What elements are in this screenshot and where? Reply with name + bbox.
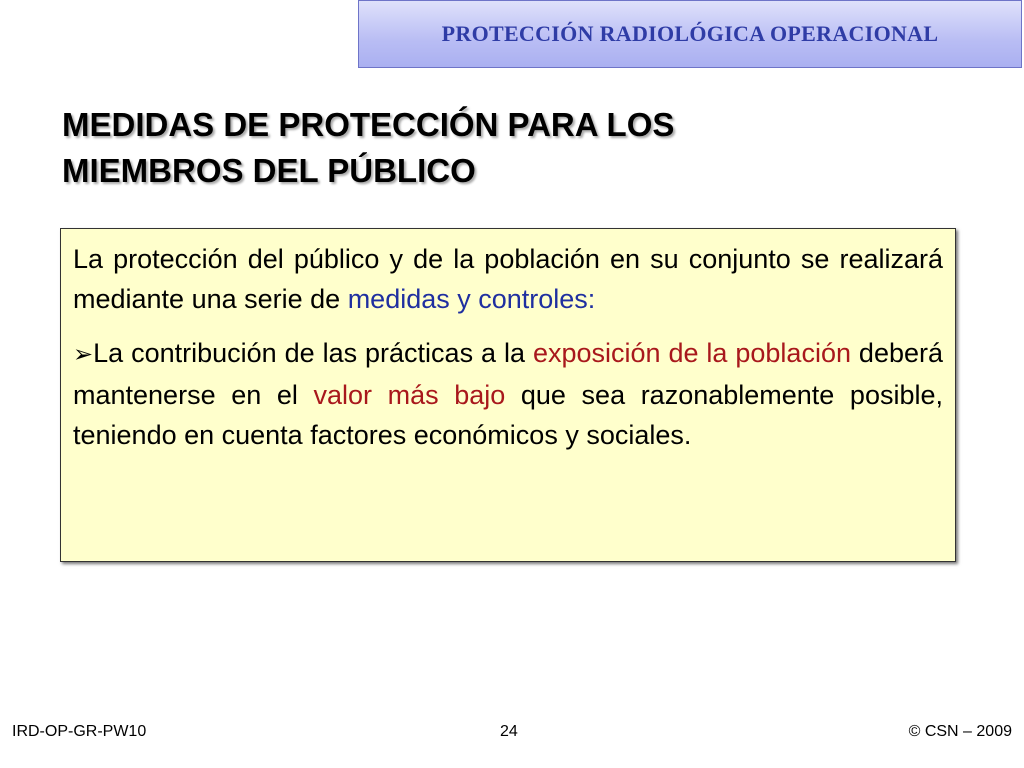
header-banner-text: PROTECCIÓN RADIOLÓGICA OPERACIONAL	[441, 21, 939, 46]
footer-copyright: © CSN – 2009	[908, 723, 1012, 740]
arrow-bullet-icon: ➢	[73, 341, 94, 368]
content-box	[60, 228, 956, 562]
bullet-text-part-2: deberá mantenerse en el	[73, 338, 943, 410]
footer-document-code: IRD-OP-GR-PW10	[12, 723, 147, 740]
bullet-highlight-value: valor más bajo	[313, 380, 506, 410]
slide-title-line-2: MIEMBROS DEL PÚBLICO	[62, 152, 476, 189]
footer-page-number: 24	[500, 723, 518, 740]
header-banner	[358, 0, 1022, 68]
slide-title	[62, 102, 822, 194]
bullet-text-part-1: La contribución de las prácticas a la	[93, 338, 533, 368]
intro-paragraph	[73, 239, 943, 319]
slide-title-line-1: MEDIDAS DE PROTECCIÓN PARA LOS	[62, 106, 675, 143]
intro-highlight: medidas y controles:	[347, 284, 596, 314]
intro-text: La protección del público y de la población en su conjunto se realizará mediante una serie de	[73, 244, 943, 314]
bullet-text-part-3: que sea razonablemente posible, teniendo en cuenta factores económicos y sociales.	[73, 380, 943, 450]
bullet-paragraph	[73, 333, 943, 455]
bullet-highlight-exposure: exposición de la población	[532, 338, 851, 368]
